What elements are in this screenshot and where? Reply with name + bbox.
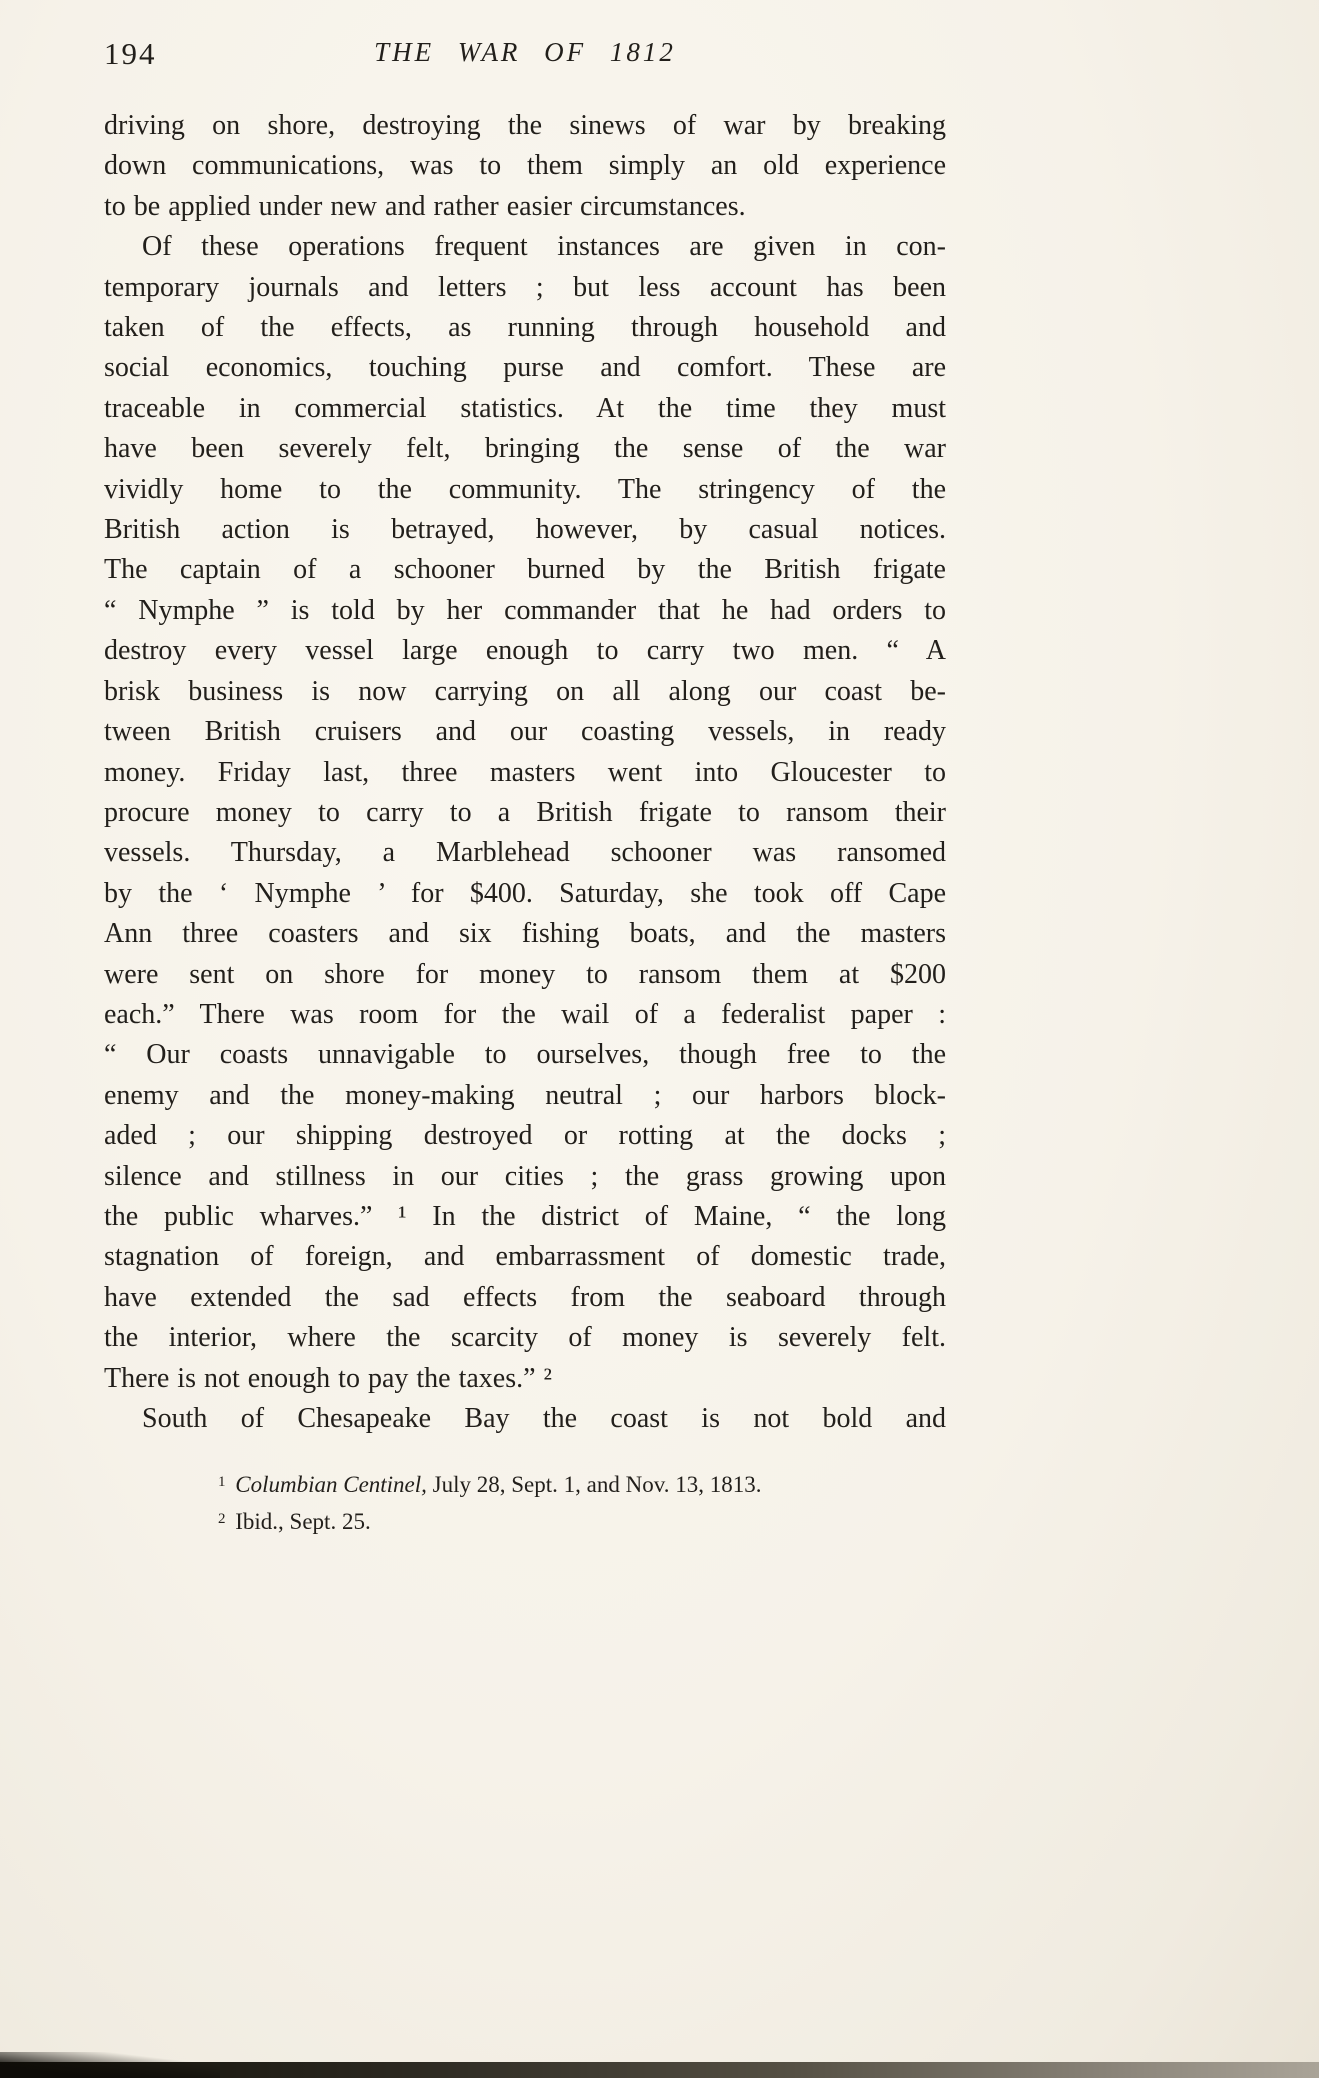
text-line: South of Chesapeake Bay the coast is not bold and [142,1403,946,1434]
text-line: “ Nymphe ” is told by her commander that he had orders to [104,594,946,626]
text-line: temporary journals and letters ; but less account has been [104,271,946,303]
body-text [104,106,946,1439]
text-line: taken of the effects, as running through household and [104,312,946,344]
text-line: the public wharves.” ¹ In the district of Maine, “ the long [104,1200,946,1232]
text-line: have been severely felt, bringing the sense of the war [104,433,946,465]
text-line: brisk business is now carrying on all along our coast be- [104,675,946,707]
scan-corner-shadow [0,2052,220,2078]
footnote-text: July 28, Sept. 1, and Nov. 13, 1813. [432,1472,762,1498]
page-content [104,34,946,1539]
footnotes [104,1465,946,1539]
footnote-text: Ibid., Sept. 25. [235,1509,371,1535]
text-line: social economics, touching purse and comfort. These are [104,352,946,384]
text-line: money. Friday last, three masters went into Gloucester to [104,756,946,788]
text-line: Of these operations frequent instances are given in con- [142,231,946,263]
footnote-marker: 2 [218,1511,226,1528]
text-line: vessels. Thursday, a Marblehead schooner was ransomed [104,837,946,869]
footnote [218,1502,926,1539]
text-line: to be applied under new and rather easier circumstances. [104,190,746,222]
text-line: The captain of a schooner burned by the British frigate [104,554,946,586]
text-line: British action is betrayed, however, by casual notices. [104,514,946,546]
text-line: have extended the sad effects from the seaboard through [104,1281,946,1313]
footnote-source: Columbian Centinel, [235,1472,427,1498]
text-line: enemy and the money-making neutral ; our harbors block- [104,1079,946,1111]
page-number: 194 [104,36,157,71]
text-line: the interior, where the scarcity of money is severely felt. [104,1322,946,1354]
text-line: procure money to carry to a British frigate to ransom their [104,796,946,828]
text-line: “ Our coasts unnavigable to ourselves, though free to the [104,1039,946,1071]
text-line: each.” There was room for the wail of a federalist paper : [104,998,946,1030]
text-line: silence and stillness in our cities ; the grass growing upon [104,1160,946,1192]
footnote [218,1465,926,1502]
text-line: destroy every vessel large enough to carry two men. “ A [104,635,946,667]
text-line: Ann three coasters and six fishing boats, and the masters [104,918,946,950]
footnote-marker: 1 [218,1474,226,1491]
page-header [104,34,946,78]
text-line: tween British cruisers and our coasting vessels, in ready [104,716,946,748]
text-line: There is not enough to pay the taxes.” ² [104,1362,552,1394]
text-line: stagnation of foreign, and embarrassment of domestic trade, [104,1241,946,1273]
running-title: THE WAR OF 1812 [374,37,676,67]
text-line: were sent on shore for money to ransom them at $200 [104,958,946,990]
text-line: vividly home to the community. The stringency of the [104,473,946,505]
text-line: aded ; our shipping destroyed or rotting at the docks ; [104,1120,946,1152]
text-line: down communications, was to them simply an old experience [104,150,946,182]
text-line: traceable in commercial statistics. At the time they must [104,392,946,424]
text-line: driving on shore, destroying the sinews of war by breaking [104,110,946,141]
text-line: by the ‘ Nymphe ’ for $400. Saturday, she took off Cape [104,877,946,909]
